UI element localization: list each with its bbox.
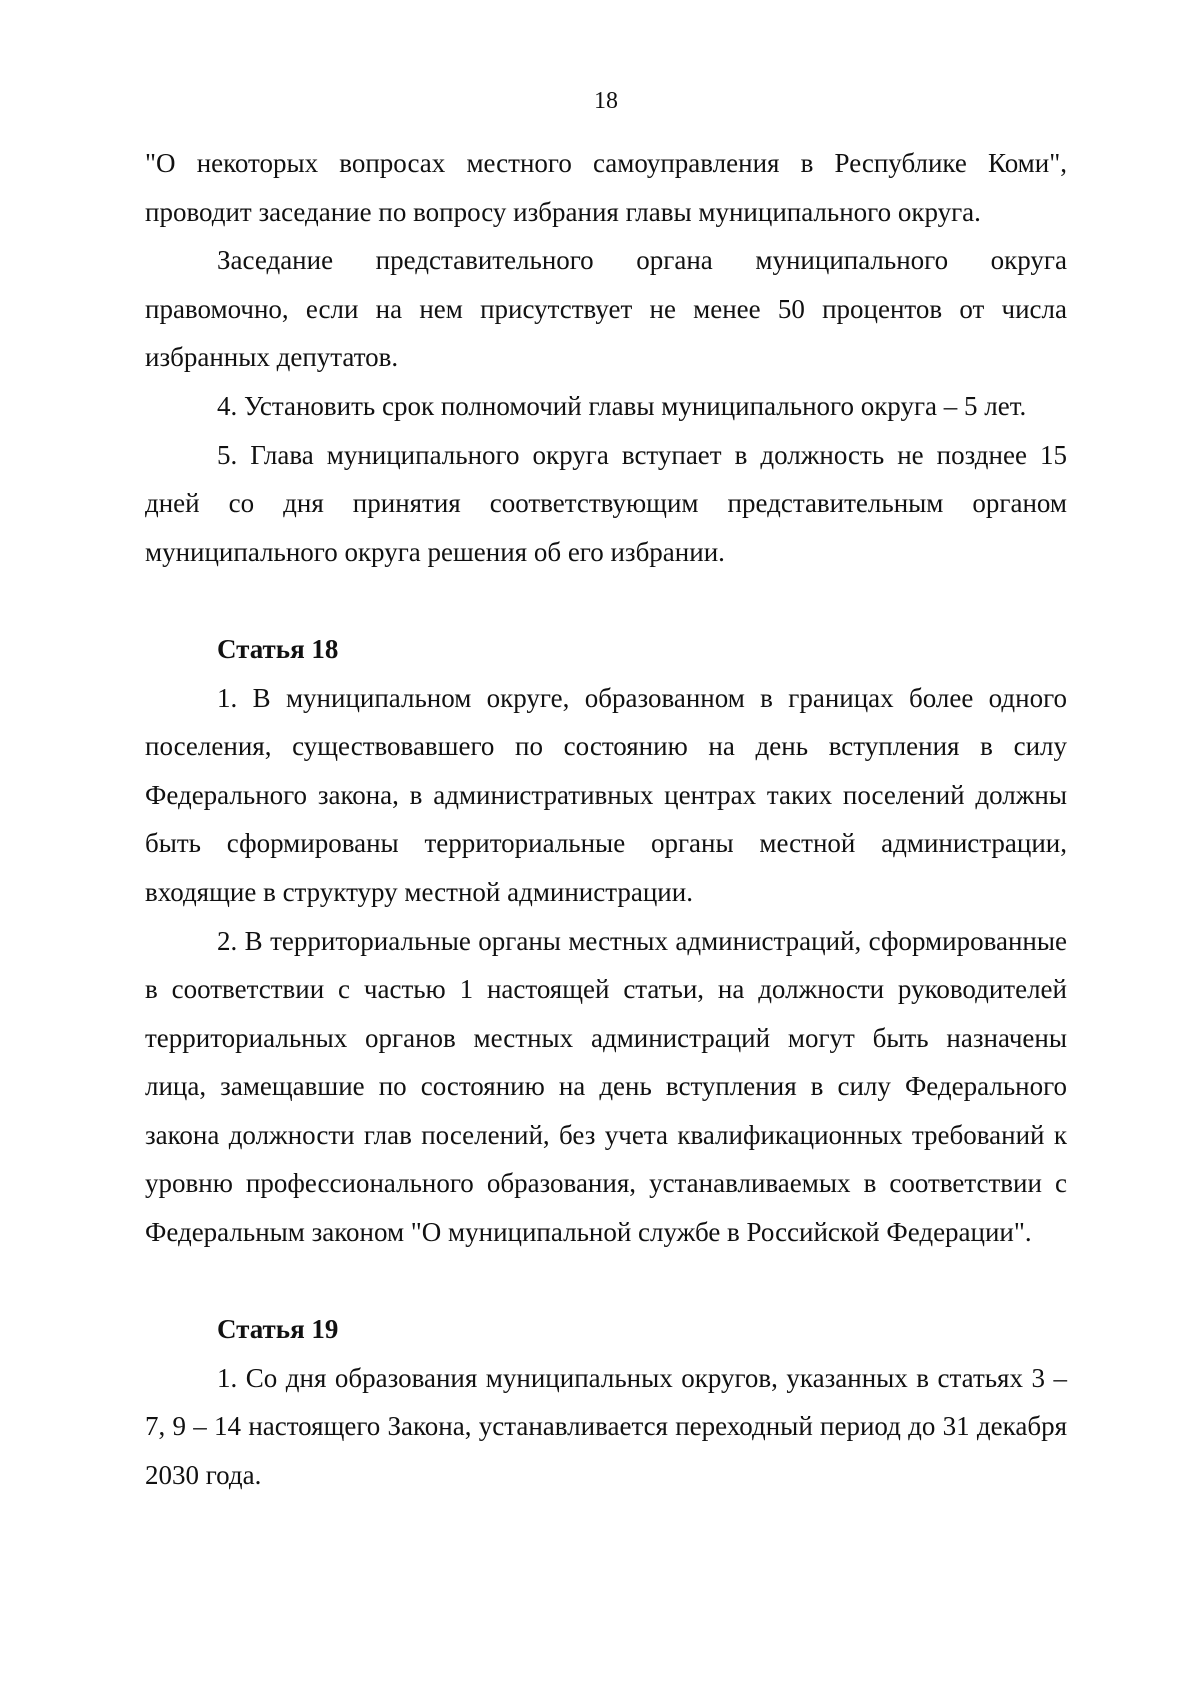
paragraph: 1. Со дня образования муниципальных округов, указанных в статьях 3 – 7, 9 – 14 настоящего Закона, устанавливается переходный период до 31 декабря 2030 года. <box>145 1362 1067 1491</box>
paragraph: 5. Глава муниципального округа вступает в должность не позднее 15 дней со дня принятия соответствующим представительным органом муниципального округа решения об его избрании. <box>145 439 1067 567</box>
page-number: 18 <box>594 88 618 114</box>
paragraph: 2. В территориальные органы местных администраций, сформированные в соответствии с частью 1 настоящей статьи, на должности руководителей территориальных органов местных администраций могут быть назначены лица, замещавшие по состоянию на день вступления в силу Федерального закона должности глав поселений, без учета квалификационных требований к уровню профессионального образования, устанавливаемых в соответствии с Федеральным законом "О муниципальной службе в Российской Федерации". <box>145 925 1067 1248</box>
paragraph: 1. В муниципальном округе, образованном в границах более одного поселения, существовавшего по состоянию на день вступления в силу Федерального закона, в административных центрах таких поселений должны быть сформированы территориальные органы местной администрации, входящие в структуру местной администрации. <box>145 682 1067 907</box>
document-body <box>145 139 1067 1500</box>
paragraph: 4. Установить срок полномочий главы муниципального округа – 5 лет. <box>217 390 1027 421</box>
spacer <box>145 1257 1067 1306</box>
spacer <box>145 576 1067 625</box>
paragraph: Заседание представительного органа муниципального округа правомочно, если на нем присутствует не менее 50 процентов от числа избранных депутатов. <box>145 245 1067 373</box>
article-18-heading: Статья 18 <box>217 633 339 664</box>
article-19-heading: Статья 19 <box>217 1314 339 1345</box>
paragraph: "О некоторых вопросах местного самоуправления в Республике Коми", проводит заседание по вопросу избрания главы муниципального округа. <box>145 148 1067 227</box>
